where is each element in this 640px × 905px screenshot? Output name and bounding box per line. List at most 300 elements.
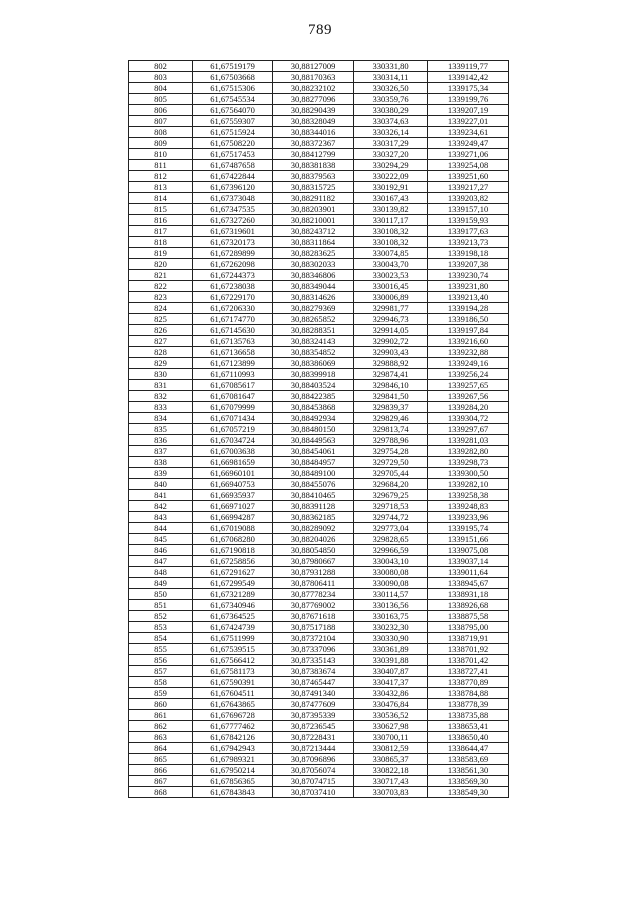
x-coordinate-cell: 330314,11 xyxy=(354,72,428,83)
point-number-cell: 807 xyxy=(129,116,193,127)
point-number-cell: 857 xyxy=(129,666,193,677)
point-number-cell: 861 xyxy=(129,710,193,721)
x-coordinate-cell: 330136,56 xyxy=(354,600,428,611)
table-row xyxy=(129,127,509,138)
table-row xyxy=(129,391,509,402)
point-number-cell: 858 xyxy=(129,677,193,688)
point-number-cell: 856 xyxy=(129,655,193,666)
x-coordinate-cell: 330627,98 xyxy=(354,721,428,732)
table-row xyxy=(129,215,509,226)
x-coordinate-cell: 330330,90 xyxy=(354,633,428,644)
latitude-cell: 61,67517453 xyxy=(193,149,273,160)
point-number-cell: 802 xyxy=(129,61,193,72)
x-coordinate-cell: 329788,96 xyxy=(354,435,428,446)
table-row xyxy=(129,149,509,160)
x-coordinate-cell: 330043,10 xyxy=(354,556,428,567)
table-row xyxy=(129,193,509,204)
longitude-cell: 30,88315725 xyxy=(273,182,354,193)
latitude-cell: 61,67291627 xyxy=(193,567,273,578)
table-row xyxy=(129,292,509,303)
y-coordinate-cell: 1339284,20 xyxy=(428,402,509,413)
point-number-cell: 810 xyxy=(129,149,193,160)
longitude-cell: 30,87228431 xyxy=(273,732,354,743)
longitude-cell: 30,88379563 xyxy=(273,171,354,182)
x-coordinate-cell: 330163,75 xyxy=(354,611,428,622)
y-coordinate-cell: 1339159,93 xyxy=(428,215,509,226)
y-coordinate-cell: 1339119,77 xyxy=(428,61,509,72)
x-coordinate-cell: 330006,89 xyxy=(354,292,428,303)
point-number-cell: 813 xyxy=(129,182,193,193)
y-coordinate-cell: 1339248,83 xyxy=(428,501,509,512)
point-number-cell: 845 xyxy=(129,534,193,545)
table-row xyxy=(129,710,509,721)
longitude-cell: 30,88346806 xyxy=(273,270,354,281)
coordinates-table-body xyxy=(129,61,509,798)
latitude-cell: 61,67019088 xyxy=(193,523,273,534)
point-number-cell: 852 xyxy=(129,611,193,622)
point-number-cell: 851 xyxy=(129,600,193,611)
table-row xyxy=(129,171,509,182)
latitude-cell: 61,67581173 xyxy=(193,666,273,677)
latitude-cell: 61,67373048 xyxy=(193,193,273,204)
point-number-cell: 859 xyxy=(129,688,193,699)
longitude-cell: 30,87056074 xyxy=(273,765,354,776)
longitude-cell: 30,87491340 xyxy=(273,688,354,699)
longitude-cell: 30,88170363 xyxy=(273,72,354,83)
table-row xyxy=(129,732,509,743)
longitude-cell: 30,88288351 xyxy=(273,325,354,336)
y-coordinate-cell: 1339282,80 xyxy=(428,446,509,457)
y-coordinate-cell: 1339232,88 xyxy=(428,347,509,358)
x-coordinate-cell: 329705,44 xyxy=(354,468,428,479)
latitude-cell: 61,67320173 xyxy=(193,237,273,248)
table-row xyxy=(129,787,509,798)
longitude-cell: 30,88291182 xyxy=(273,193,354,204)
latitude-cell: 61,67422844 xyxy=(193,171,273,182)
x-coordinate-cell: 329684,20 xyxy=(354,479,428,490)
longitude-cell: 30,88403524 xyxy=(273,380,354,391)
table-row xyxy=(129,380,509,391)
y-coordinate-cell: 1339197,84 xyxy=(428,325,509,336)
latitude-cell: 61,67515306 xyxy=(193,83,273,94)
x-coordinate-cell: 330717,43 xyxy=(354,776,428,787)
longitude-cell: 30,87769002 xyxy=(273,600,354,611)
y-coordinate-cell: 1339231,80 xyxy=(428,281,509,292)
longitude-cell: 30,88283625 xyxy=(273,248,354,259)
point-number-cell: 803 xyxy=(129,72,193,83)
latitude-cell: 61,67079999 xyxy=(193,402,273,413)
x-coordinate-cell: 330432,86 xyxy=(354,688,428,699)
point-number-cell: 824 xyxy=(129,303,193,314)
longitude-cell: 30,88422385 xyxy=(273,391,354,402)
y-coordinate-cell: 1338931,18 xyxy=(428,589,509,600)
y-coordinate-cell: 1339194,28 xyxy=(428,303,509,314)
y-coordinate-cell: 1339297,67 xyxy=(428,424,509,435)
y-coordinate-cell: 1339216,60 xyxy=(428,336,509,347)
y-coordinate-cell: 1338795,00 xyxy=(428,622,509,633)
latitude-cell: 61,67777462 xyxy=(193,721,273,732)
latitude-cell: 61,66940753 xyxy=(193,479,273,490)
y-coordinate-cell: 1339186,50 xyxy=(428,314,509,325)
y-coordinate-cell: 1339230,74 xyxy=(428,270,509,281)
point-number-cell: 827 xyxy=(129,336,193,347)
table-row xyxy=(129,413,509,424)
x-coordinate-cell: 329966,59 xyxy=(354,545,428,556)
x-coordinate-cell: 329679,25 xyxy=(354,490,428,501)
longitude-cell: 30,88455076 xyxy=(273,479,354,490)
latitude-cell: 61,67519179 xyxy=(193,61,273,72)
x-coordinate-cell: 330361,89 xyxy=(354,644,428,655)
table-row xyxy=(129,556,509,567)
latitude-cell: 61,67110993 xyxy=(193,369,273,380)
point-number-cell: 866 xyxy=(129,765,193,776)
longitude-cell: 30,87778234 xyxy=(273,589,354,600)
table-row xyxy=(129,105,509,116)
x-coordinate-cell: 330016,45 xyxy=(354,281,428,292)
longitude-cell: 30,87980667 xyxy=(273,556,354,567)
latitude-cell: 61,67564070 xyxy=(193,105,273,116)
latitude-cell: 61,67545534 xyxy=(193,94,273,105)
x-coordinate-cell: 329874,41 xyxy=(354,369,428,380)
table-row xyxy=(129,765,509,776)
table-row xyxy=(129,237,509,248)
longitude-cell: 30,88277096 xyxy=(273,94,354,105)
y-coordinate-cell: 1339267,56 xyxy=(428,391,509,402)
longitude-cell: 30,88344016 xyxy=(273,127,354,138)
latitude-cell: 61,67843843 xyxy=(193,787,273,798)
x-coordinate-cell: 330476,84 xyxy=(354,699,428,710)
y-coordinate-cell: 1339203,82 xyxy=(428,193,509,204)
latitude-cell: 61,67508220 xyxy=(193,138,273,149)
table-row xyxy=(129,226,509,237)
x-coordinate-cell: 329773,04 xyxy=(354,523,428,534)
longitude-cell: 30,87096896 xyxy=(273,754,354,765)
x-coordinate-cell: 330167,43 xyxy=(354,193,428,204)
longitude-cell: 30,88203901 xyxy=(273,204,354,215)
x-coordinate-cell: 330192,91 xyxy=(354,182,428,193)
x-coordinate-cell: 330108,32 xyxy=(354,237,428,248)
y-coordinate-cell: 1339157,10 xyxy=(428,204,509,215)
table-row xyxy=(129,490,509,501)
table-row xyxy=(129,182,509,193)
x-coordinate-cell: 330090,08 xyxy=(354,578,428,589)
longitude-cell: 30,88449563 xyxy=(273,435,354,446)
point-number-cell: 832 xyxy=(129,391,193,402)
latitude-cell: 61,67604511 xyxy=(193,688,273,699)
point-number-cell: 844 xyxy=(129,523,193,534)
table-row xyxy=(129,116,509,127)
table-row xyxy=(129,435,509,446)
longitude-cell: 30,88412799 xyxy=(273,149,354,160)
latitude-cell: 61,66960101 xyxy=(193,468,273,479)
x-coordinate-cell: 329902,72 xyxy=(354,336,428,347)
point-number-cell: 850 xyxy=(129,589,193,600)
y-coordinate-cell: 1339257,65 xyxy=(428,380,509,391)
table-row xyxy=(129,358,509,369)
y-coordinate-cell: 1339198,18 xyxy=(428,248,509,259)
y-coordinate-cell: 1338875,58 xyxy=(428,611,509,622)
point-number-cell: 838 xyxy=(129,457,193,468)
point-number-cell: 867 xyxy=(129,776,193,787)
table-row xyxy=(129,314,509,325)
point-number-cell: 864 xyxy=(129,743,193,754)
longitude-cell: 30,88354852 xyxy=(273,347,354,358)
latitude-cell: 61,66971027 xyxy=(193,501,273,512)
latitude-cell: 61,67327260 xyxy=(193,215,273,226)
y-coordinate-cell: 1338701,92 xyxy=(428,644,509,655)
y-coordinate-cell: 1338945,67 xyxy=(428,578,509,589)
latitude-cell: 61,67229170 xyxy=(193,292,273,303)
longitude-cell: 30,87236545 xyxy=(273,721,354,732)
point-number-cell: 854 xyxy=(129,633,193,644)
point-number-cell: 855 xyxy=(129,644,193,655)
x-coordinate-cell: 330327,20 xyxy=(354,149,428,160)
point-number-cell: 808 xyxy=(129,127,193,138)
latitude-cell: 61,67942943 xyxy=(193,743,273,754)
table-row xyxy=(129,622,509,633)
point-number-cell: 809 xyxy=(129,138,193,149)
y-coordinate-cell: 1339249,16 xyxy=(428,358,509,369)
x-coordinate-cell: 329828,65 xyxy=(354,534,428,545)
longitude-cell: 30,87372104 xyxy=(273,633,354,644)
table-row xyxy=(129,699,509,710)
table-row xyxy=(129,589,509,600)
longitude-cell: 30,88489100 xyxy=(273,468,354,479)
latitude-cell: 61,67487658 xyxy=(193,160,273,171)
x-coordinate-cell: 330023,53 xyxy=(354,270,428,281)
latitude-cell: 61,66981659 xyxy=(193,457,273,468)
latitude-cell: 61,67299549 xyxy=(193,578,273,589)
point-number-cell: 846 xyxy=(129,545,193,556)
y-coordinate-cell: 1338569,30 xyxy=(428,776,509,787)
latitude-cell: 61,67511999 xyxy=(193,633,273,644)
point-number-cell: 849 xyxy=(129,578,193,589)
point-number-cell: 862 xyxy=(129,721,193,732)
x-coordinate-cell: 329829,46 xyxy=(354,413,428,424)
latitude-cell: 61,67258856 xyxy=(193,556,273,567)
longitude-cell: 30,88289092 xyxy=(273,523,354,534)
point-number-cell: 823 xyxy=(129,292,193,303)
point-number-cell: 860 xyxy=(129,699,193,710)
x-coordinate-cell: 330812,59 xyxy=(354,743,428,754)
longitude-cell: 30,88480150 xyxy=(273,424,354,435)
table-row xyxy=(129,468,509,479)
latitude-cell: 61,67856365 xyxy=(193,776,273,787)
table-row xyxy=(129,138,509,149)
table-row xyxy=(129,479,509,490)
x-coordinate-cell: 330074,85 xyxy=(354,248,428,259)
longitude-cell: 30,88054850 xyxy=(273,545,354,556)
longitude-cell: 30,87477609 xyxy=(273,699,354,710)
y-coordinate-cell: 1338770,89 xyxy=(428,677,509,688)
x-coordinate-cell: 329846,10 xyxy=(354,380,428,391)
latitude-cell: 61,67539515 xyxy=(193,644,273,655)
y-coordinate-cell: 1339207,19 xyxy=(428,105,509,116)
y-coordinate-cell: 1338650,40 xyxy=(428,732,509,743)
x-coordinate-cell: 330536,52 xyxy=(354,710,428,721)
latitude-cell: 61,67559307 xyxy=(193,116,273,127)
table-row xyxy=(129,534,509,545)
x-coordinate-cell: 330080,08 xyxy=(354,567,428,578)
x-coordinate-cell: 329841,50 xyxy=(354,391,428,402)
point-number-cell: 841 xyxy=(129,490,193,501)
latitude-cell: 61,67364525 xyxy=(193,611,273,622)
longitude-cell: 30,87395339 xyxy=(273,710,354,721)
point-number-cell: 837 xyxy=(129,446,193,457)
x-coordinate-cell: 330232,30 xyxy=(354,622,428,633)
y-coordinate-cell: 1339199,76 xyxy=(428,94,509,105)
x-coordinate-cell: 330139,82 xyxy=(354,204,428,215)
y-coordinate-cell: 1339249,47 xyxy=(428,138,509,149)
y-coordinate-cell: 1339254,08 xyxy=(428,160,509,171)
table-row xyxy=(129,446,509,457)
table-row xyxy=(129,754,509,765)
y-coordinate-cell: 1339304,72 xyxy=(428,413,509,424)
longitude-cell: 30,87074715 xyxy=(273,776,354,787)
latitude-cell: 61,67262098 xyxy=(193,259,273,270)
y-coordinate-cell: 1338778,39 xyxy=(428,699,509,710)
longitude-cell: 30,88386069 xyxy=(273,358,354,369)
latitude-cell: 61,67081647 xyxy=(193,391,273,402)
point-number-cell: 817 xyxy=(129,226,193,237)
longitude-cell: 30,88391128 xyxy=(273,501,354,512)
latitude-cell: 61,67696728 xyxy=(193,710,273,721)
x-coordinate-cell: 329981,77 xyxy=(354,303,428,314)
table-row xyxy=(129,303,509,314)
y-coordinate-cell: 1338549,30 xyxy=(428,787,509,798)
table-row xyxy=(129,402,509,413)
latitude-cell: 61,67347535 xyxy=(193,204,273,215)
table-row xyxy=(129,512,509,523)
y-coordinate-cell: 1339011,64 xyxy=(428,567,509,578)
table-row xyxy=(129,743,509,754)
coordinates-table-container xyxy=(128,60,509,798)
y-coordinate-cell: 1339175,34 xyxy=(428,83,509,94)
y-coordinate-cell: 1338735,88 xyxy=(428,710,509,721)
longitude-cell: 30,88243712 xyxy=(273,226,354,237)
latitude-cell: 61,67190818 xyxy=(193,545,273,556)
latitude-cell: 61,67950214 xyxy=(193,765,273,776)
latitude-cell: 61,67643865 xyxy=(193,699,273,710)
table-row xyxy=(129,347,509,358)
table-row xyxy=(129,160,509,171)
x-coordinate-cell: 329839,37 xyxy=(354,402,428,413)
x-coordinate-cell: 330703,83 xyxy=(354,787,428,798)
longitude-cell: 30,88381838 xyxy=(273,160,354,171)
y-coordinate-cell: 1339195,74 xyxy=(428,523,509,534)
point-number-cell: 863 xyxy=(129,732,193,743)
point-number-cell: 865 xyxy=(129,754,193,765)
longitude-cell: 30,87806411 xyxy=(273,578,354,589)
latitude-cell: 61,67135763 xyxy=(193,336,273,347)
y-coordinate-cell: 1339177,63 xyxy=(428,226,509,237)
point-number-cell: 842 xyxy=(129,501,193,512)
latitude-cell: 61,67085617 xyxy=(193,380,273,391)
point-number-cell: 848 xyxy=(129,567,193,578)
latitude-cell: 61,67424739 xyxy=(193,622,273,633)
longitude-cell: 30,88204026 xyxy=(273,534,354,545)
point-number-cell: 816 xyxy=(129,215,193,226)
y-coordinate-cell: 1339281,03 xyxy=(428,435,509,446)
table-row xyxy=(129,578,509,589)
table-row xyxy=(129,677,509,688)
table-row xyxy=(129,644,509,655)
longitude-cell: 30,87383674 xyxy=(273,666,354,677)
point-number-cell: 815 xyxy=(129,204,193,215)
point-number-cell: 819 xyxy=(129,248,193,259)
longitude-cell: 30,88453868 xyxy=(273,402,354,413)
point-number-cell: 833 xyxy=(129,402,193,413)
table-row xyxy=(129,83,509,94)
x-coordinate-cell: 330407,87 xyxy=(354,666,428,677)
longitude-cell: 30,87337096 xyxy=(273,644,354,655)
y-coordinate-cell: 1339142,42 xyxy=(428,72,509,83)
table-row xyxy=(129,523,509,534)
x-coordinate-cell: 330359,76 xyxy=(354,94,428,105)
y-coordinate-cell: 1338561,30 xyxy=(428,765,509,776)
point-number-cell: 831 xyxy=(129,380,193,391)
table-row xyxy=(129,281,509,292)
y-coordinate-cell: 1338719,91 xyxy=(428,633,509,644)
longitude-cell: 30,87037410 xyxy=(273,787,354,798)
table-row xyxy=(129,94,509,105)
point-number-cell: 822 xyxy=(129,281,193,292)
longitude-cell: 30,87931288 xyxy=(273,567,354,578)
table-row xyxy=(129,72,509,83)
y-coordinate-cell: 1338701,42 xyxy=(428,655,509,666)
x-coordinate-cell: 330114,57 xyxy=(354,589,428,600)
latitude-cell: 61,67566412 xyxy=(193,655,273,666)
y-coordinate-cell: 1339256,24 xyxy=(428,369,509,380)
table-row xyxy=(129,611,509,622)
longitude-cell: 30,88127009 xyxy=(273,61,354,72)
x-coordinate-cell: 330700,11 xyxy=(354,732,428,743)
point-number-cell: 821 xyxy=(129,270,193,281)
longitude-cell: 30,88454061 xyxy=(273,446,354,457)
y-coordinate-cell: 1338784,88 xyxy=(428,688,509,699)
x-coordinate-cell: 329754,28 xyxy=(354,446,428,457)
latitude-cell: 61,67321289 xyxy=(193,589,273,600)
longitude-cell: 30,88372367 xyxy=(273,138,354,149)
point-number-cell: 836 xyxy=(129,435,193,446)
point-number-cell: 820 xyxy=(129,259,193,270)
longitude-cell: 30,88290439 xyxy=(273,105,354,116)
table-row xyxy=(129,369,509,380)
x-coordinate-cell: 330391,88 xyxy=(354,655,428,666)
point-number-cell: 826 xyxy=(129,325,193,336)
point-number-cell: 847 xyxy=(129,556,193,567)
point-number-cell: 843 xyxy=(129,512,193,523)
latitude-cell: 61,67136658 xyxy=(193,347,273,358)
table-row xyxy=(129,600,509,611)
y-coordinate-cell: 1339213,40 xyxy=(428,292,509,303)
longitude-cell: 30,88410465 xyxy=(273,490,354,501)
x-coordinate-cell: 330222,09 xyxy=(354,171,428,182)
point-number-cell: 804 xyxy=(129,83,193,94)
table-row xyxy=(129,61,509,72)
coordinates-table xyxy=(128,60,509,798)
x-coordinate-cell: 330117,17 xyxy=(354,215,428,226)
page-number: 789 xyxy=(308,22,332,38)
x-coordinate-cell: 329718,53 xyxy=(354,501,428,512)
y-coordinate-cell: 1339282,10 xyxy=(428,479,509,490)
latitude-cell: 61,67145630 xyxy=(193,325,273,336)
y-coordinate-cell: 1339213,73 xyxy=(428,237,509,248)
latitude-cell: 61,67057219 xyxy=(193,424,273,435)
longitude-cell: 30,87671618 xyxy=(273,611,354,622)
latitude-cell: 61,67238038 xyxy=(193,281,273,292)
x-coordinate-cell: 330326,14 xyxy=(354,127,428,138)
